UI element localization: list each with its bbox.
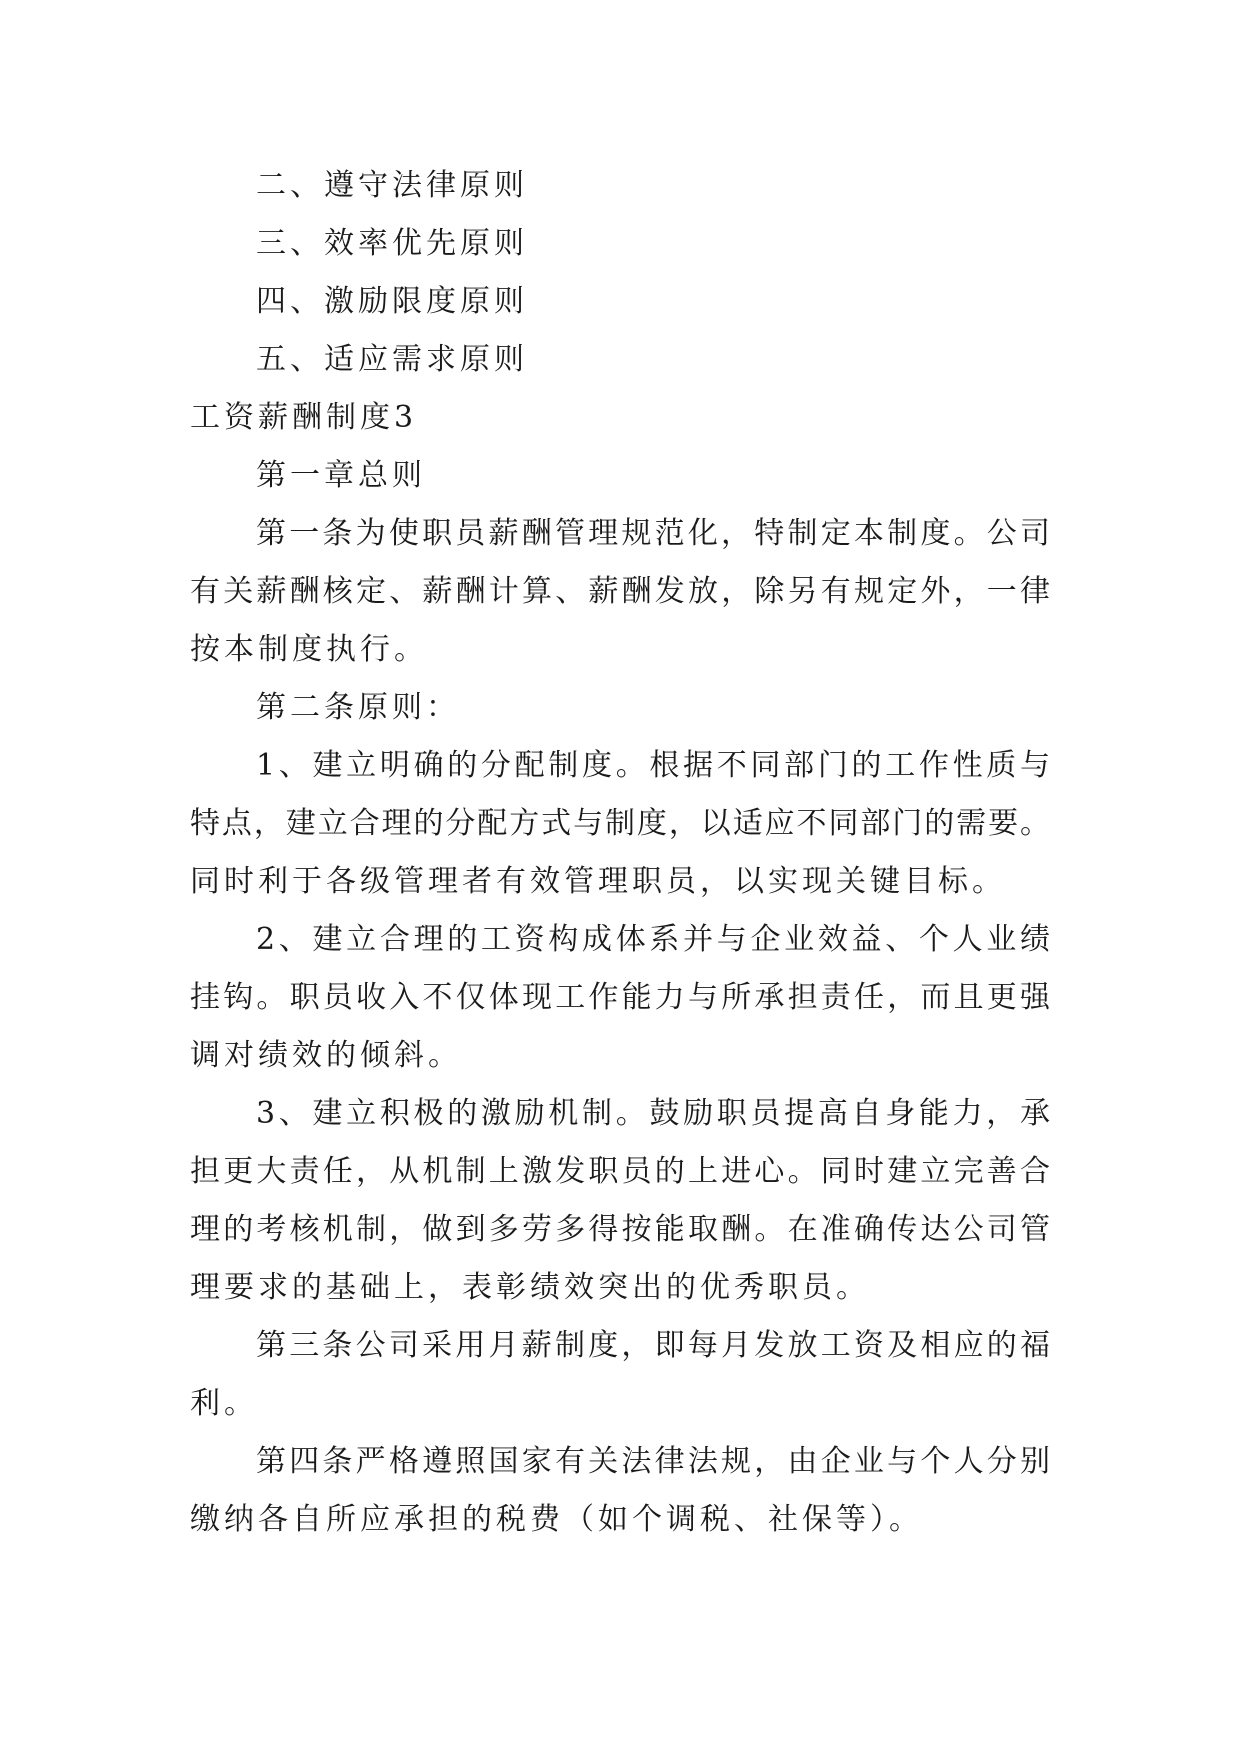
item-1-line-1: 1、建立明确的分配制度。根据不同部门的工作性质与	[256, 748, 1050, 783]
item-3-line-3: 理的考核机制，做到多劳多得按能取酬。在准确传达公司管	[190, 1212, 1050, 1247]
article-1-line-2: 有关薪酬核定、薪酬计算、薪酬发放，除另有规定外，一律	[190, 574, 1050, 609]
principle-5: 五、适应需求原则	[256, 342, 528, 377]
chapter-title: 第一章总则	[256, 458, 426, 493]
item-3-line-1: 3、建立积极的激励机制。鼓励职员提高自身能力，承	[256, 1096, 1050, 1131]
section-title: 工资薪酬制度3	[190, 400, 418, 435]
article-3-line-1: 第三条公司采用月薪制度，即每月发放工资及相应的福	[256, 1328, 1050, 1363]
item-3-line-2: 担更大责任，从机制上激发职员的上进心。同时建立完善合	[190, 1154, 1050, 1189]
item-2-line-3: 调对绩效的倾斜。	[190, 1038, 462, 1073]
article-1-line-3: 按本制度执行。	[190, 632, 428, 667]
item-1-line-3: 同时利于各级管理者有效管理职员，以实现关键目标。	[190, 864, 1006, 899]
item-3-line-4: 理要求的基础上，表彰绩效突出的优秀职员。	[190, 1270, 870, 1305]
item-2-line-1: 2、建立合理的工资构成体系并与企业效益、个人业绩	[256, 922, 1050, 957]
article-1-line-1: 第一条为使职员薪酬管理规范化，特制定本制度。公司	[256, 516, 1050, 551]
item-1-line-2: 特点，建立合理的分配方式与制度，以适应不同部门的需要。	[190, 806, 1050, 841]
article-4-line-1: 第四条严格遵照国家有关法律法规，由企业与个人分别	[256, 1444, 1050, 1479]
article-3-line-2: 利。	[190, 1386, 258, 1421]
article-2-title: 第二条原则：	[256, 690, 460, 725]
principle-3: 三、效率优先原则	[256, 226, 528, 261]
principle-2: 二、遵守法律原则	[256, 168, 528, 203]
article-4-line-2: 缴纳各自所应承担的税费（如个调税、社保等）。	[190, 1502, 923, 1537]
principle-4: 四、激励限度原则	[256, 284, 528, 319]
item-2-line-2: 挂钩。职员收入不仅体现工作能力与所承担责任，而且更强	[190, 980, 1050, 1015]
